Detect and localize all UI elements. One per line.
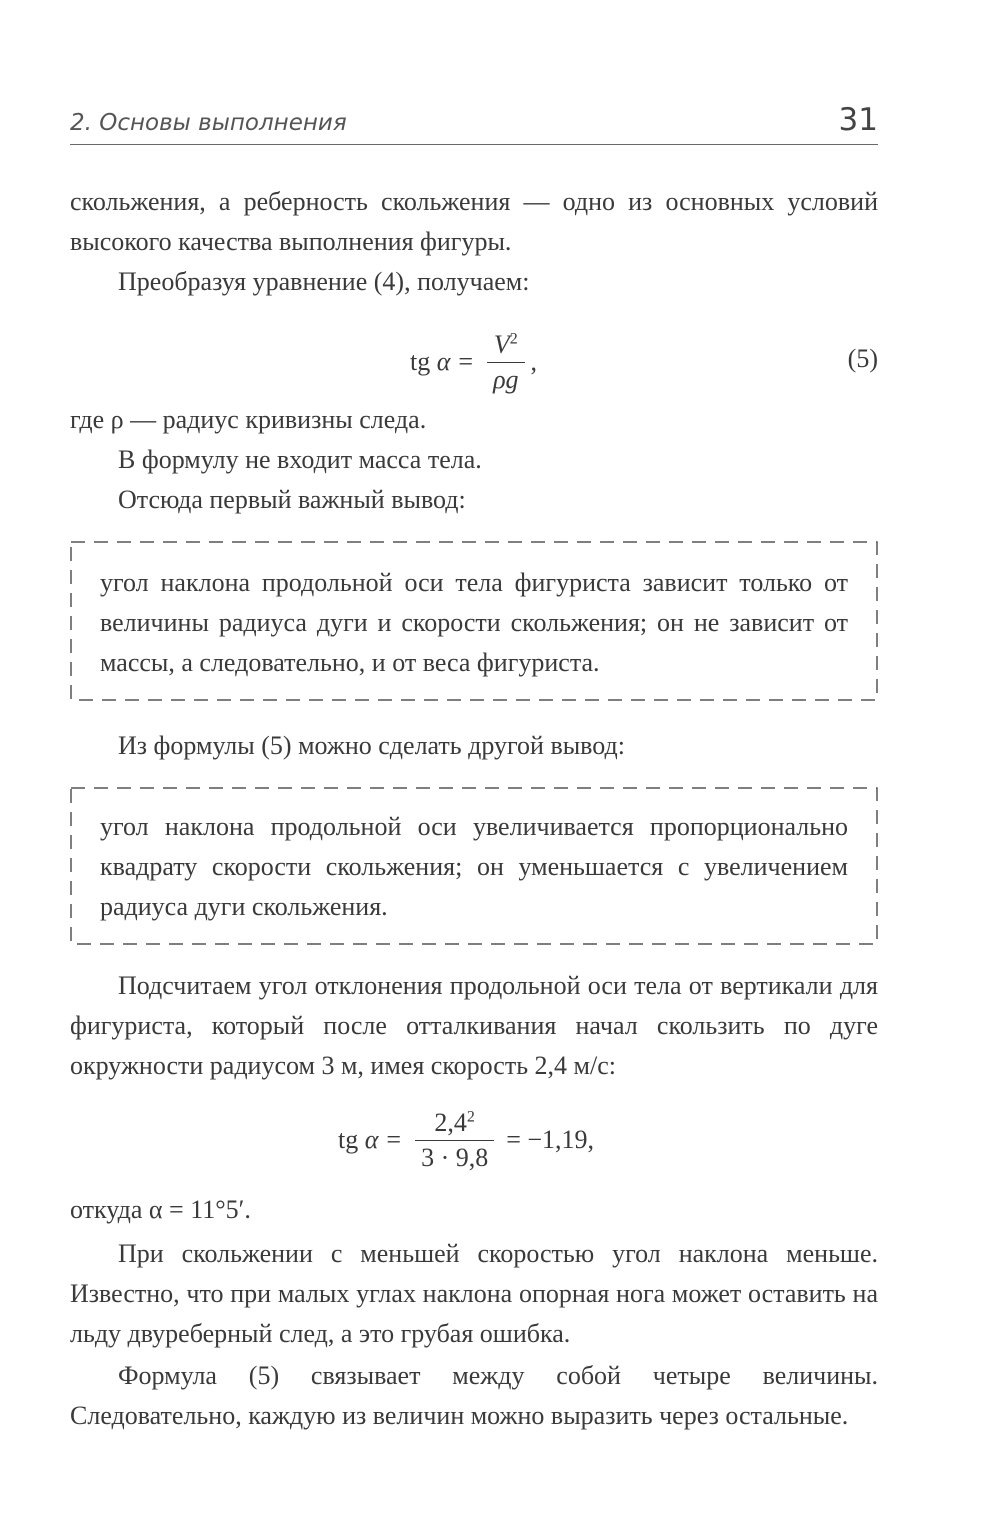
formula-calc-fn: tg [338, 1125, 359, 1154]
callout-box-2 [70, 787, 878, 945]
formula-5 [70, 322, 878, 402]
running-header [70, 100, 878, 145]
formula-5-den: ρg [487, 362, 524, 395]
page-number: 31 [838, 102, 878, 138]
callout-box-1 [70, 541, 878, 701]
formula-calc-eq: = [386, 1125, 402, 1154]
formula-5-var: α [436, 347, 451, 376]
paragraph-5: Отсюда первый важный вывод: [118, 485, 466, 514]
callout-text-2: угол наклона продольной оси увеличивается пропорционально квадрату скорости скольжения; он уменьшается с увеличением радиуса дуги скольжения. [100, 812, 848, 921]
formula-5-exp: 2 [509, 329, 518, 347]
running-title: 2. Основы выполнения [70, 110, 347, 136]
formula-5-num: V [493, 329, 510, 359]
formula-calc-num: 2,4 [434, 1107, 467, 1137]
paragraph-2: Преобразуя уравнение (4), получаем: [118, 267, 530, 296]
formula-5-fraction [487, 330, 524, 395]
paragraph-10: Формула (5) связывает между собой четыре величины. Следовательно, каждую из величин можно выразить через остальные. [70, 1361, 878, 1430]
formula-calc-exp: 2 [466, 1107, 475, 1125]
callout-text-1: угол наклона продольной оси тела фигуриста зависит только от величины радиуса дуги и скорости скольжения; он не зависит от массы, а следовательно, и от веса фигуриста. [100, 568, 848, 677]
formula-calc-fraction [415, 1108, 494, 1173]
formula-5-trail: , [530, 347, 538, 376]
formula-5-fn: tg [410, 347, 431, 376]
paragraph-8: откуда α = 11°5′. [70, 1195, 251, 1224]
formula-calc-den: 3 · 9,8 [415, 1140, 494, 1173]
paragraph-3: где ρ — радиус кривизны следа. [70, 405, 427, 434]
formula-calc-rhs: = −1,19, [506, 1125, 595, 1154]
paragraph-6: Из формулы (5) можно сделать другой вывод: [118, 731, 625, 760]
formula-5-eq: = [458, 347, 474, 376]
paragraph-7: Подсчитаем угол отклонения продольной оси тела от вертикали для фигуриста, который после отталкивания начал скользить по дуге окружности радиусом 3 м, имея скорость 2,4 м/с: [70, 971, 878, 1080]
paragraph-1: скольжения, а реберность скольжения — одно из основных условий высокого качества выполнения фигуры. [70, 187, 878, 256]
paragraph-9: При скольжении с меньшей скоростью угол наклона меньше. Известно, что при малых углах наклона опорная нога может оставить на льду двуреберный след, а это грубая ошибка. [70, 1239, 878, 1348]
paragraph-4: В формулу не входит масса тела. [118, 445, 482, 474]
formula-calc-var: α [364, 1125, 379, 1154]
equation-number: (5) [847, 344, 878, 373]
formula-calc [70, 1100, 878, 1180]
